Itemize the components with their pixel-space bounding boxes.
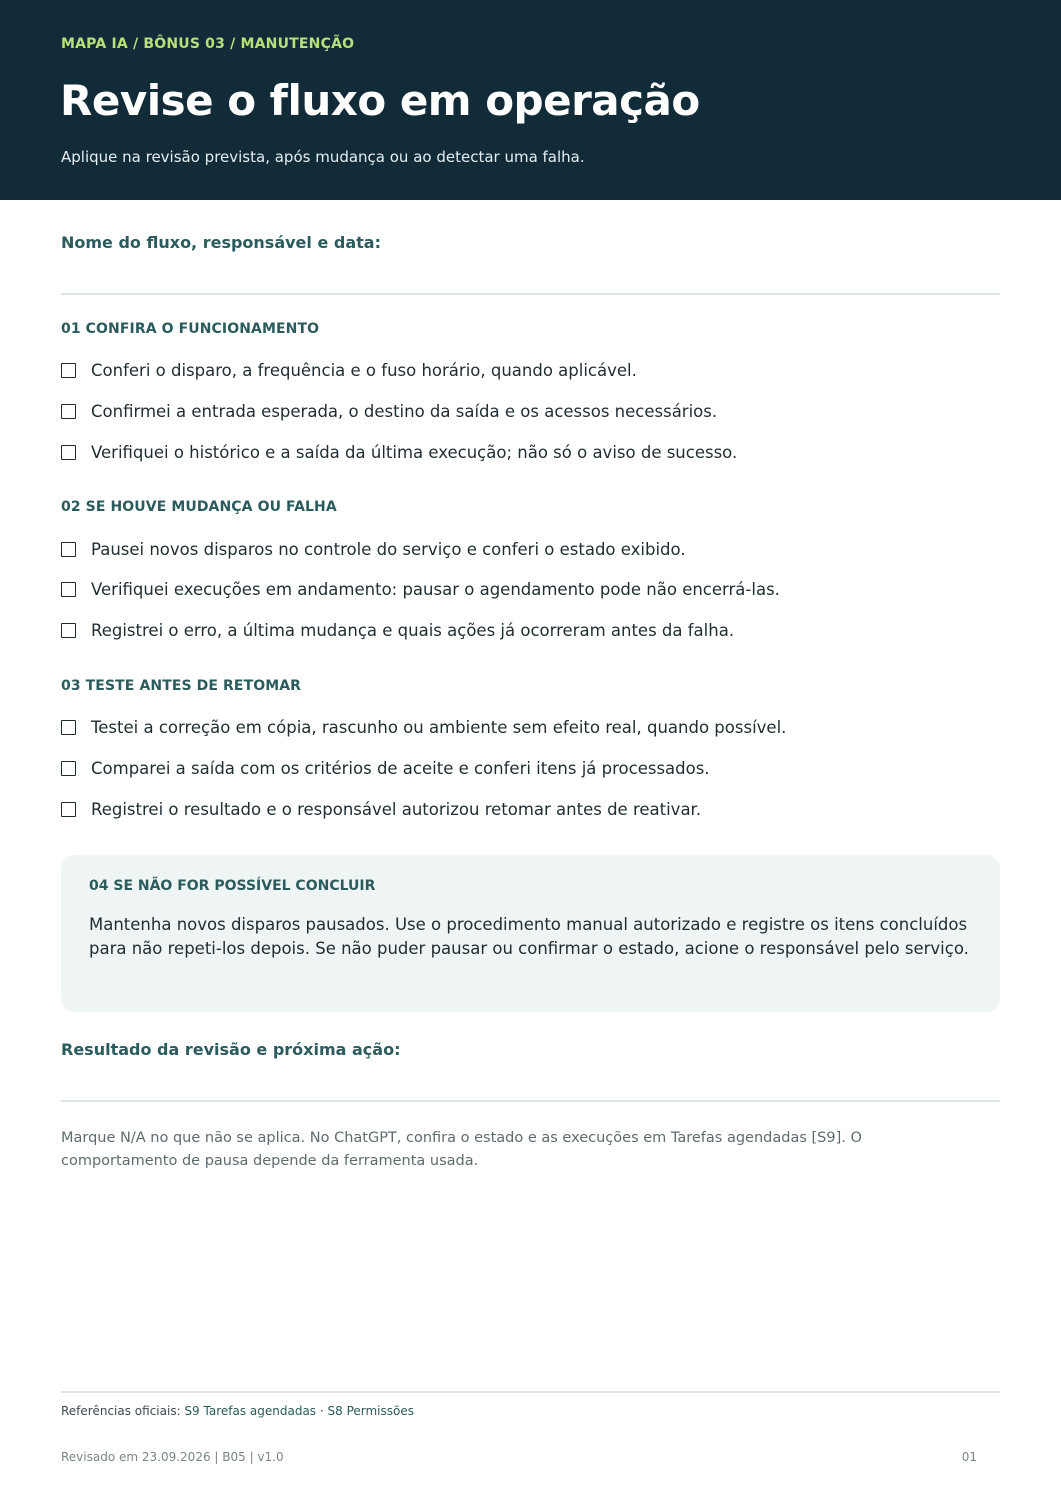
checklist-item[interactable] — [61, 618, 734, 642]
flow-field-label: Nome do fluxo, responsável e data: — [61, 233, 381, 252]
checklist-item[interactable] — [61, 715, 786, 739]
checkbox[interactable] — [61, 761, 76, 776]
checklist-item[interactable] — [61, 797, 701, 821]
fallback-callout — [61, 855, 1000, 1012]
breadcrumb: MAPA IA / BÔNUS 03 / MANUTENÇÃO — [61, 36, 355, 52]
official-references — [61, 1404, 414, 1418]
reference-separator: · — [316, 1404, 328, 1418]
footer-divider — [61, 1391, 1000, 1393]
page-subtitle: Aplique na revisão prevista, após mudança ou ao detectar uma falha. — [61, 148, 585, 166]
checklist-item-text: Verifiquei execuções em andamento: pausar o agendamento pode não encerrá-las. — [91, 579, 780, 599]
checklist-item-text: Confirmei a entrada esperada, o destino da saída e os acessos necessários. — [91, 401, 718, 421]
section-01-heading: 01 CONFIRA O FUNCIONAMENTO — [61, 321, 320, 337]
result-field-label: Resultado da revisão e próxima ação: — [61, 1040, 401, 1059]
section-02-heading: 02 SE HOUVE MUDANÇA OU FALHA — [61, 499, 337, 515]
checklist-item[interactable] — [61, 358, 637, 382]
checklist-item-text: Conferi o disparo, a frequência e o fuso horário, quando aplicável. — [91, 360, 637, 380]
checklist-item[interactable] — [61, 440, 737, 464]
usage-note: Marque N/A no que não se aplica. No ChatGPT, confira o estado e as execuções em Tarefas agendadas [S9]. O comportamento de pausa depende da ferramenta usada. — [61, 1130, 862, 1169]
checkbox[interactable] — [61, 445, 76, 460]
checkbox[interactable] — [61, 623, 76, 638]
checklist-item[interactable] — [61, 537, 686, 561]
reference-link-s8[interactable]: S8 Permissões — [327, 1404, 414, 1418]
checkbox[interactable] — [61, 720, 76, 735]
flow-field-line[interactable] — [61, 293, 1000, 295]
checklist-item-text: Verifiquei o histórico e a saída da última execução; não só o aviso de sucesso. — [91, 442, 738, 462]
page-header — [0, 0, 1061, 200]
checkbox[interactable] — [61, 363, 76, 378]
checkbox[interactable] — [61, 582, 76, 597]
checkbox[interactable] — [61, 542, 76, 557]
revision-info: Revisado em 23.09.2026 | B05 | v1.0 — [61, 1450, 284, 1464]
checkbox[interactable] — [61, 802, 76, 817]
checklist-item[interactable] — [61, 399, 717, 423]
section-03-heading: 03 TESTE ANTES DE RETOMAR — [61, 678, 302, 694]
page-number: 01 — [961, 1450, 977, 1464]
checklist-item-text: Registrei o resultado e o responsável autorizou retomar antes de reativar. — [91, 799, 702, 819]
page-title: Revise o fluxo em operação — [60, 76, 700, 125]
checklist-item[interactable] — [61, 756, 710, 780]
checklist-item[interactable] — [61, 577, 780, 601]
checklist-item-text: Pausei novos disparos no controle do serviço e conferi o estado exibido. — [91, 539, 686, 559]
references-label: Referências oficiais: — [61, 1404, 185, 1418]
reference-link-s9[interactable]: S9 Tarefas agendadas — [184, 1404, 317, 1418]
checklist-item-text: Registrei o erro, a última mudança e quais ações já ocorreram antes da falha. — [91, 620, 735, 640]
checklist-item-text: Comparei a saída com os critérios de aceite e conferi itens já processados. — [91, 758, 710, 778]
callout-text: Mantenha novos disparos pausados. Use o procedimento manual autorizado e registre os itens concluídos para não repeti-los depois. Se não puder pausar ou confirmar o estado, acione o responsável pelo serviço. — [89, 915, 969, 958]
checkbox[interactable] — [61, 404, 76, 419]
section-04-heading: 04 SE NÃO FOR POSSÍVEL CONCLUIR — [89, 878, 376, 894]
checklist-item-text: Testei a correção em cópia, rascunho ou ambiente sem efeito real, quando possível. — [91, 717, 787, 737]
result-field-line[interactable] — [61, 1100, 1000, 1102]
